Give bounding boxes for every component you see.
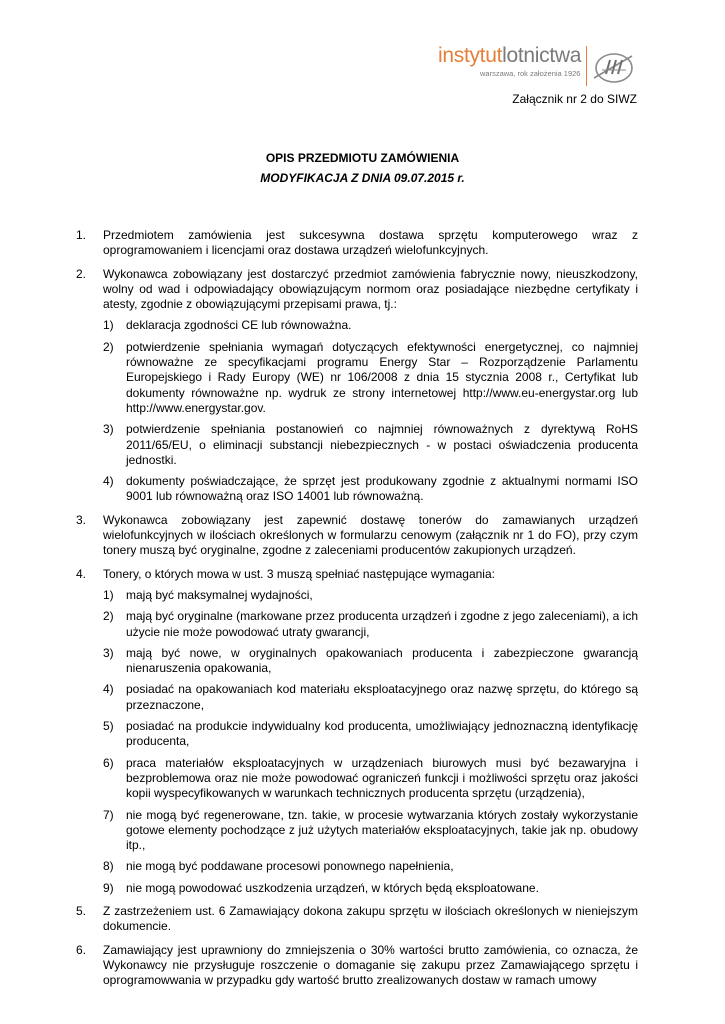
sub-list-item xyxy=(103,719,638,750)
sub-item-text: nie mogą być regenerowane, tzn. takie, w procesie wytwarzania których zostały wykorzystanie gotowe elementy pochodzące z już użytych materiałów eksploatacyjnych, takie jak np. obudowy itp., xyxy=(126,807,638,853)
item-number: 3. xyxy=(76,512,87,527)
sub-item-text: posiadać na opakowaniach kod materiału eksploatacyjnego oraz nazwę sprzętu, do którego są przeznaczone, xyxy=(126,682,638,712)
list-item xyxy=(76,513,638,559)
sub-list-item xyxy=(103,682,638,713)
sub-item-number: 3) xyxy=(103,645,114,660)
sub-list-item xyxy=(103,340,638,416)
list-item xyxy=(76,228,638,259)
list-item xyxy=(76,904,638,935)
sub-list-item xyxy=(103,881,638,896)
list-item xyxy=(76,567,638,896)
document-subtitle: MODYFIKACJA Z DNIA 09.07.2015 r. xyxy=(260,171,465,185)
item-text: Wykonawca zobowiązany jest dostarczyć przedmiot zamówienia fabrycznie nowy, nieuszkodzony, wolny od wad i odpowiadający obowiązującym normom oraz posiadające niezbędne certyfikaty i atesty, zgodnie z obowiązującymi przepisami prawa, tj.: xyxy=(103,266,638,312)
sub-item-text: mają być nowe, w oryginalnych opakowaniach producenta i zabezpieczone gwarancją nienaruszenia opakowania, xyxy=(126,645,638,676)
sub-list-item xyxy=(103,609,638,640)
aircraft-emblem-icon xyxy=(592,48,636,86)
attachment-label: Załącznik nr 2 do SIWZ xyxy=(512,92,637,106)
sub-item-text: mają być maksymalnej wydajności, xyxy=(126,587,313,602)
item-number: 5. xyxy=(76,903,87,918)
sub-item-number: 1) xyxy=(103,318,114,333)
list-item xyxy=(76,267,638,505)
item-text: Tonery, o których mowa w ust. 3 muszą spełniać następujące wymagania: xyxy=(103,566,495,581)
sub-item-text: nie mogą być poddawane procesowi ponownego napełnienia, xyxy=(126,859,454,874)
sub-item-number: 6) xyxy=(103,755,114,770)
sub-item-text: posiadać na produkcie indywidualny kod producenta, umożliwiający jednoznaczną identyfikację producenta, xyxy=(126,719,638,749)
sub-item-number: 2) xyxy=(103,609,114,624)
sub-list-item xyxy=(103,318,638,333)
sub-item-number: 7) xyxy=(103,807,114,822)
logo-wordmark xyxy=(438,44,581,68)
sub-list-item xyxy=(103,859,638,874)
sub-item-number: 2) xyxy=(103,339,114,354)
sub-item-number: 4) xyxy=(103,474,114,489)
sub-list-item xyxy=(103,808,638,854)
item-number: 2. xyxy=(76,266,87,281)
sub-list-item xyxy=(103,646,638,677)
sub-item-text: deklaracja zgodności CE lub równoważna. xyxy=(126,318,352,333)
sub-item-number: 3) xyxy=(103,422,114,437)
sub-item-number: 8) xyxy=(103,859,114,874)
sub-item-number: 9) xyxy=(103,880,114,895)
item-text: Z zastrzeżeniem ust. 6 Zamawiający dokona zakupu sprzętu w ilościach określonych w nieniejszym dokumencie. xyxy=(103,903,638,934)
item-text: Wykonawca zobowiązany jest zapewnić dostawę tonerów do zamawianych urządzeń wielofunkcyjnych w ilościach określonych w formularzu cenowym (załącznik nr 1 do FO), przy czym tonery muszą być oryginalne, zgodne z zaleceniami producentów zakupionych urządzeń. xyxy=(103,512,638,558)
item-number: 4. xyxy=(76,566,87,581)
item-number: 1. xyxy=(76,228,87,242)
sub-item-text: potwierdzenie spełniania postanowień co najmniej równoważnych z dyrektywą RoHS 2011/65/EU, o eliminacji substancji niebezpiecznych - w postaci oświadczenia producenta jednostki. xyxy=(126,422,638,467)
sub-list-item xyxy=(103,756,638,802)
logo-tagline: warszawa, rok założenia 1926 xyxy=(480,69,581,78)
sub-item-text: mają być oryginalne (markowane przez producenta urządzeń i zgodne z jego zaleceniami), a ich użycie nie może powodować utraty gwarancji, xyxy=(126,609,638,639)
sub-item-text: potwierdzenie spełniania wymagań dotyczących efektywności energetycznej, co najmniej równoważne ze specyfikacjami programu Energy Star – Rozporządzenie Parlamentu Europejskiego i Rady Europy (WE) nr 106/2008 z dnia 15 stycznia 2008 r., Certyfikat lub dokumenty równoważne np. wydruk ze strony internetowej http://www.eu-energystar.org lub http://www.energystar.gov. xyxy=(126,339,638,415)
sub-item-number: 4) xyxy=(103,682,114,697)
logo-word-part1: instytut xyxy=(438,44,503,67)
list-item xyxy=(76,943,638,989)
sub-item-number: 5) xyxy=(103,719,114,734)
sub-list-item xyxy=(103,588,638,603)
sub-item-text: nie mogą powodować uszkodzenia urządzeń, w których będą eksploatowane. xyxy=(126,880,539,895)
sub-list-item xyxy=(103,474,638,505)
sub-item-text: praca materiałów eksploatacyjnych w urządzeniach biurowych musi być bezawaryjna i bezproblemowa oraz nie może powodować ograniczeń funkcji i możliwości sprzętu oraz jakości kopii wyspecyfikowanych w warunkach technicznych producenta sprzętu (urządzenia), xyxy=(126,755,638,801)
institute-logo xyxy=(438,44,638,90)
logo-word-part2: lotnictwa xyxy=(502,44,582,67)
sub-item-text: dokumenty poświadczające, że sprzęt jest produkowany zgodnie z aktualnymi normami ISO 9001 lub równoważną oraz ISO 14001 lub równoważną. xyxy=(126,474,638,504)
item-text: Przedmiotem zamówienia jest sukcesywna dostawa sprzętu komputerowego wraz z oprogramowaniem i licencjami oraz dostawa urządzeń wielofunkcyjnych. xyxy=(103,228,638,258)
sub-list xyxy=(103,318,638,504)
item-number: 6. xyxy=(76,942,87,957)
item-text: Zamawiający jest uprawniony do zmniejszenia o 30% wartości brutto zamówienia, co oznacza, że Wykonawcy nie przysługuje roszczenie o domaganie się zakupu przez Zamawiającego sprzętu i oprogramowwania w przypadku gdy wartość brutto zrealizowanych dostaw w ramach umowy xyxy=(103,942,638,988)
sub-item-number: 1) xyxy=(103,587,114,602)
sub-list-item xyxy=(103,422,638,468)
document-title: OPIS PRZEDMIOTU ZAMÓWIENIA xyxy=(265,151,460,165)
logo-divider xyxy=(586,46,587,86)
sub-list xyxy=(103,588,638,896)
document-body xyxy=(76,228,638,996)
